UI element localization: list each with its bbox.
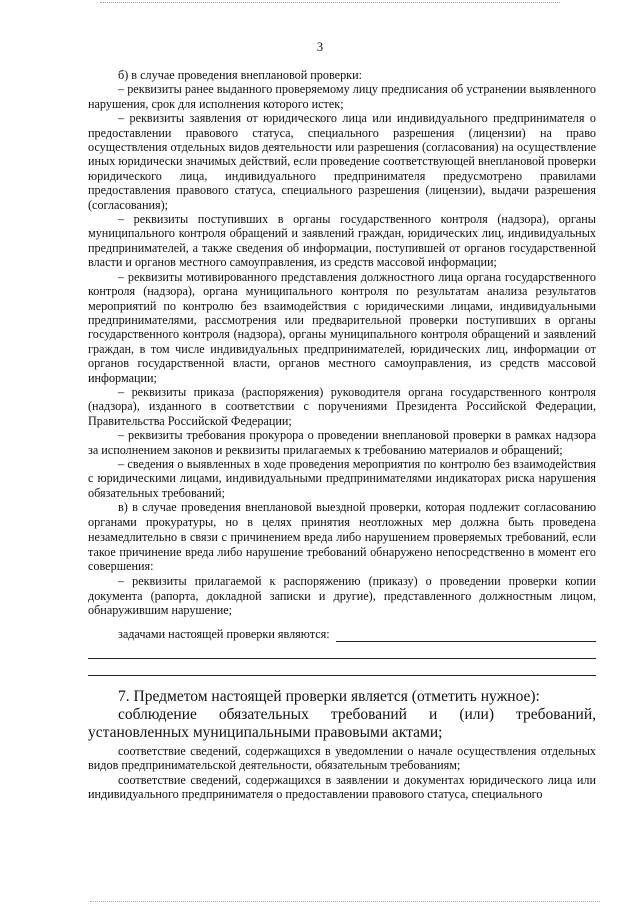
scan-artifact-top [100,2,560,3]
document-body [88,68,596,801]
paragraph-head-order: – реквизиты приказа (распоряжения) руководителя органа государственного контроля (надзора), изданного в соответствии с поручениями Президента Российской Федерации, Правительства Российской Федерации; [88,384,596,428]
paragraph-motivated-submission: – реквизиты мотивированного представления должностного лица органа государственного контроля (надзора), органа муниципального контроля по результатам анализа результатов мероприятий по контролю без взаимодействия с юридическими лицами, индивидуальными предпринимателями, рассмотрения или предварительной проверки поступивших в органы государственного контроля (надзора), органы муниципального контроля обращений и заявлений граждан, в том числе индивидуальных предпринимателей, юридических лиц, информации от органов государственной власти, органов местного самоуправления, из средств массовой информации; [88,269,596,385]
paragraph-b-heading: б) в случае проведения внеплановой проверки: [118,68,363,82]
paragraph-c-heading: в) в случае проведения внеплановой выездной проверки, которая подлежит согласованию органами прокуратуры, но в целях принятия неотложных мер должна быть проведена незамедлительно в связи с причинением вреда либо нарушением проверяемых требований, если такое причинение вреда либо нарушение требований обнаружено непосредственно в момент его совершения: [88,500,596,574]
section-7-item-notification: соответствие сведений, содержащихся в уведомлении о начале осуществления отдельных видов предпринимательской деятельности, обязательным требованиям; [88,743,596,773]
section-7-item-application: соответствие сведений, содержащихся в заявлении и документах юридического лица или индивидуального предпринимателя о предоставлении правового статуса, специального [88,772,596,802]
paragraph-citizen-appeals: – реквизиты поступивших в органы государственного контроля (надзора), органы муниципального контроля обращений и заявлений граждан, юридических лиц, индивидуальных предпринимателей, а также сведения об информации, поступившей от органов государственной власти и органов местного самоуправления, из средств массовой информации; [88,212,596,270]
page-number: 3 [316,40,324,54]
blank-fill-line-1[interactable] [88,645,596,659]
paragraph-attached-document: – реквизиты прилагаемой к распоряжению (приказу) о проведении проверки копии документа (рапорта, докладной записки и другие), представленного должностным лицом, обнаружившим нарушение; [88,574,596,617]
tasks-row [88,627,596,641]
section-7-item-compliance: соблюдение обязательных требований и (или) требований, установленных муниципальными правовыми актами; [88,705,596,741]
tasks-fill-line[interactable] [336,629,596,642]
scan-artifact-bottom [90,901,600,902]
section-7-title: 7. Предметом настоящей проверки является (отметить нужное): [118,687,540,705]
paragraph-risk-indicators: – сведения о выявленных в ходе проведения мероприятия по контролю без взаимодействия с юридическими лицами, индивидуальными предпринимателями индикаторах риска нарушения обязательных требований; [88,456,596,500]
paragraph-prosecutor-demand: – реквизиты требования прокурора о проведении внеплановой проверки в рамках надзора за исполнением законов и реквизиты прилагаемых к требованию материалов и обращений; [88,428,596,457]
tasks-label: задачами настоящей проверки являются: [118,627,330,642]
paragraph-application: – реквизиты заявления от юридического лица или индивидуального предпринимателя о предоставлении правового статуса, специального разрешения (лицензии) на право осуществления отдельных видов деятельности или разрешения (согласования) на осуществление иных юридически значимых действий, если проведение соответствующей внеплановой проверки юридического лица, индивидуального предпринимателя предусмотрено правилами предоставления правового статуса, специального разрешения (лицензии), выдачи разрешения (согласования); [88,111,596,212]
paragraph-prior-order: – реквизиты ранее выданного проверяемому лицу предписания об устранении выявленного нарушения, срок для исполнения которого истек; [88,82,596,111]
blank-fill-line-2[interactable] [88,662,596,676]
